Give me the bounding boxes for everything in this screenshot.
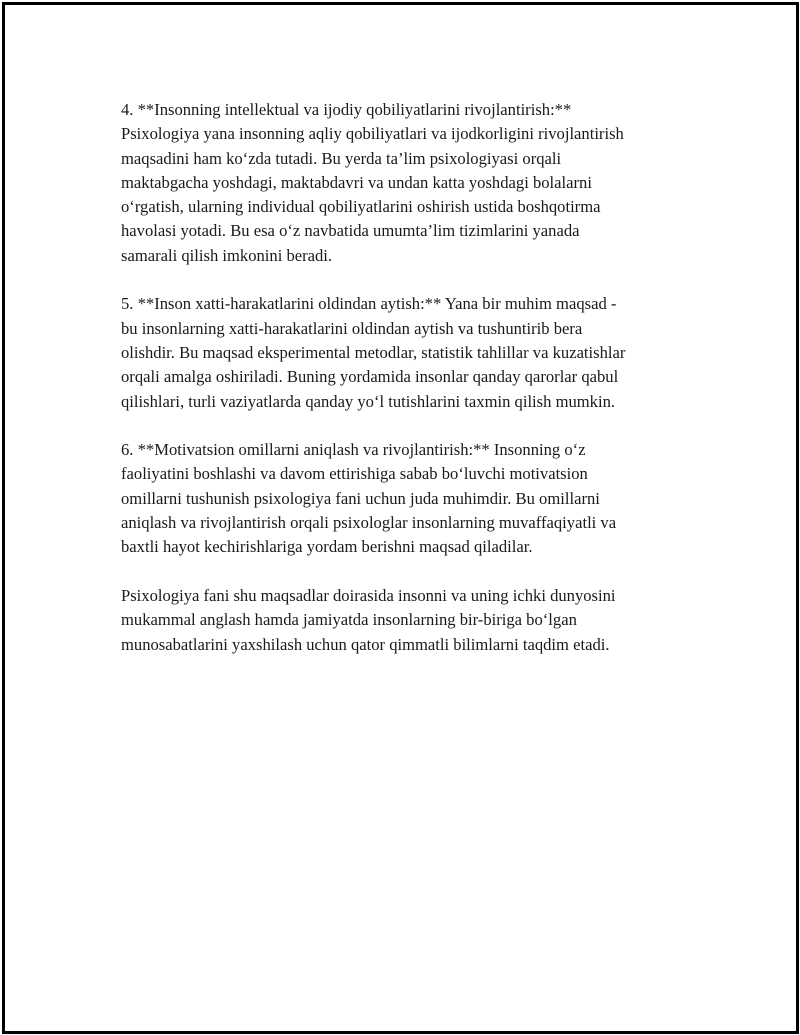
paragraph-behavior-prediction [121,292,701,413]
paragraph-motivational-factors [121,438,701,559]
document-body [121,98,701,681]
text-line: omillarni tushunish psixologiya fani uchun juda muhimdir. Bu omillarni [121,488,600,508]
text-line: Psixologiya yana insonning aqliy qobiliyatlari va ijodkorligini rivojlantirish [121,124,624,144]
page-frame [2,2,799,1034]
text-line: faoliyatini boshlashi va davom ettirishiga sabab bo‘luvchi motivatsion [121,464,588,484]
text-line: munosabatlarini yaxshilash uchun qator qimmatli bilimlarni taqdim etadi. [121,634,610,654]
text-line: bu insonlarning xatti-harakatlarini oldindan aytish va tushuntirib bera [121,318,583,338]
paragraph-conclusion [121,584,701,657]
text-line: samarali qilish imkonini beradi. [121,245,333,265]
text-line: 5. **Inson xatti-harakatlarini oldindan aytish:** Yana bir muhim maqsad - [121,294,617,314]
text-line: qilishlari, turli vaziyatlarda qanday yo‘l tutishlarini taxmin qilish mumkin. [121,391,616,411]
text-line: Psixologiya fani shu maqsadlar doirasida insonni va uning ichki dunyosini [121,585,616,605]
text-line: 6. **Motivatsion omillarni aniqlash va rivojlantirish:** Insonning o‘z [121,440,586,460]
text-line: havolasi yotadi. Bu esa o‘z navbatida umumta’lim tizimlarini yanada [121,221,580,241]
paragraph-intellectual-abilities [121,98,701,268]
text-line: maqsadini ham ko‘zda tutadi. Bu yerda ta’lim psixologiyasi orqali [121,148,562,168]
text-line: olishdir. Bu maqsad eksperimental metodlar, statistik tahlillar va kuzatishlar [121,342,626,362]
text-line: orqali amalga oshiriladi. Buning yordamida insonlar qanday qarorlar qabul [121,367,619,387]
text-line: mukammal anglash hamda jamiyatda insonlarning bir-biriga bo‘lgan [121,610,577,630]
text-line: aniqlash va rivojlantirish orqali psixologlar insonlarning muvaffaqiyatli va [121,513,617,533]
text-line: 4. **Insonning intellektual va ijodiy qobiliyatlarini rivojlantirish:** [121,100,572,119]
text-line: baxtli hayot kechirishlariga yordam berishni maqsad qiladilar. [121,537,533,557]
text-line: o‘rgatish, ularning individual qobiliyatlarini oshirish ustida boshqotirma [121,197,601,217]
text-line: maktabgacha yoshdagi, maktabdavri va undan katta yoshdagi bolalarni [121,172,592,192]
